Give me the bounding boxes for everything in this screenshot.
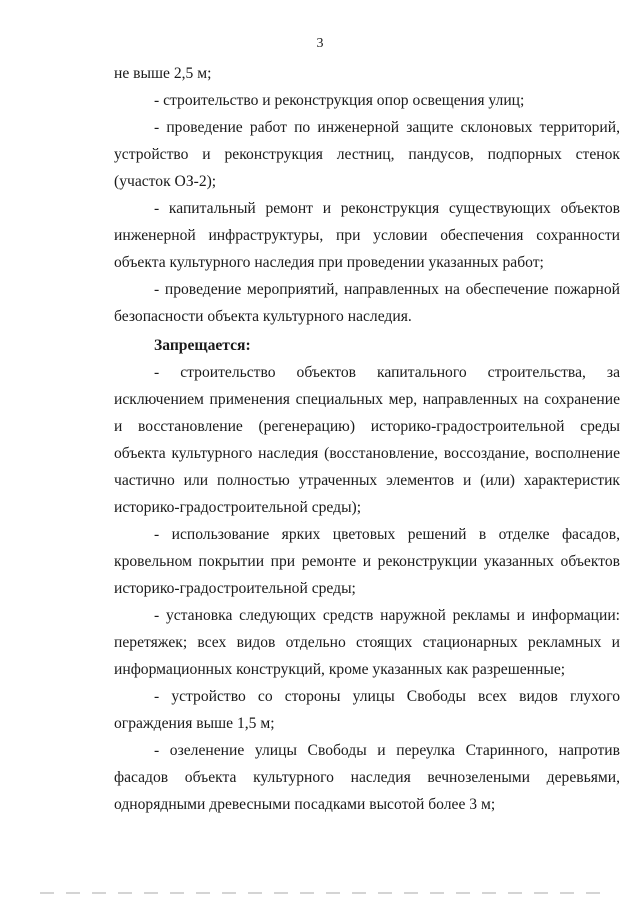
paragraph-continuation: не выше 2,5 м; [114,65,212,82]
section-heading-prohibited: Запрещается: [154,337,251,354]
list-item-street-lighting: - строительство и реконструкция опор освещения улиц; [154,92,525,109]
scan-edge-artifact [40,892,600,894]
list-item-solid-fencing: - устройство со стороны улицы Свободы всех видов глухого ограждения выше 1,5 м; [114,688,620,732]
list-item-capital-construction: - строительство объектов капитального строительства, за исключением применения специальных мер, направленных на сохранение и восстановление (регенерацию) историко-градостроительной среды объекта культурного наследия (восстановление, воссоздание, восполнение частично или полностью утраченных элементов и (или) характеристик историко-градостроительной среды); [114,364,620,516]
list-item-infrastructure-repair: - капитальный ремонт и реконструкция существующих объектов инженерной инфраструктуры, при условии обеспечения сохранности объекта культурного наследия при проведении указанных работ; [114,200,620,271]
list-item-outdoor-advertising: - установка следующих средств наружной рекламы и информации: перетяжек; всех видов отдельно стоящих стационарных рекламных и информационных конструкций, кроме указанных как разрешенные; [114,607,620,678]
document-body [114,60,620,818]
list-item-slope-protection: - проведение работ по инженерной защите склоновых территорий, устройство и реконструкция лестниц, пандусов, подпорных стенок (участок ОЗ-2); [114,119,620,190]
page-number: 3 [316,36,324,51]
list-item-landscaping: - озеленение улицы Свободы и переулка Старинного, напротив фасадов объекта культурного наследия вечнозелеными деревьями, однорядными древесными посадками высотой более 3 м; [114,742,620,813]
list-item-fire-safety: - проведение мероприятий, направленных на обеспечение пожарной безопасности объекта культурного наследия. [114,281,620,325]
list-item-bright-colors: - использование ярких цветовых решений в отделке фасадов, кровельном покрытии при ремонте и реконструкции указанных объектов историко-градостроительной среды; [114,526,620,597]
